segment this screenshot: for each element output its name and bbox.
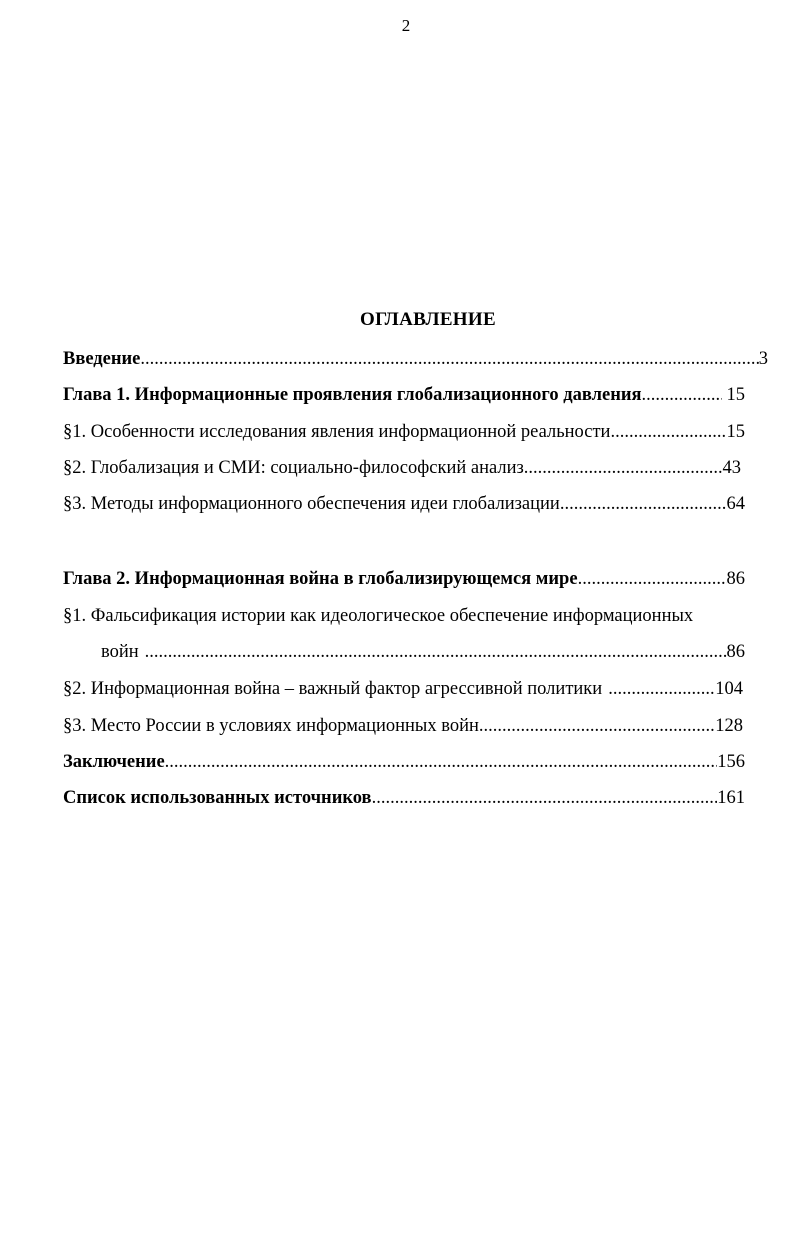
toc-entry-title: Глава 1. Информационные проявления глобализационного давления [63, 385, 642, 405]
page-number: 2 [401, 16, 411, 35]
toc-entry-page: 104 [715, 679, 743, 699]
toc-entry-title: §1. Фальсификация истории как идеологическое обеспечение информационных [63, 606, 694, 626]
toc-entry-introduction[interactable] [63, 347, 768, 373]
toc-entry-chapter-2-section-2[interactable] [63, 677, 743, 703]
toc-entry-title: §2. Информационная война – важный фактор агрессивной политики [63, 679, 603, 699]
toc-entry-page: 156 [717, 752, 745, 772]
toc-entry-page: 86 [726, 642, 745, 662]
toc-entry-page: 15 [726, 422, 745, 442]
toc-leader [165, 750, 718, 774]
toc-leader [140, 347, 758, 371]
toc-entry-title: Введение [63, 349, 141, 369]
toc-leader [479, 714, 715, 738]
toc-entry-title: §3. Место России в условиях информационных войн [63, 716, 479, 736]
toc-entry-sources[interactable] [63, 786, 745, 812]
toc-heading: ОГЛАВЛЕНИЕ [360, 309, 496, 330]
toc-entry-chapter-1-section-1[interactable] [63, 420, 745, 446]
toc-entry-chapter-2-section-1-continuation[interactable] [101, 640, 745, 666]
toc-entry-chapter-1[interactable] [63, 383, 745, 409]
toc-leader [578, 567, 727, 591]
toc-entry-conclusion[interactable] [63, 750, 745, 776]
toc-entry-page: 3 [758, 349, 768, 369]
toc-entry-title: §2. Глобализация и СМИ: социально-философский анализ [63, 458, 524, 478]
toc-entry-page: 86 [726, 569, 745, 589]
toc-leader [602, 677, 715, 701]
toc-entry-chapter-1-section-2[interactable] [63, 456, 741, 482]
toc-entry-chapter-2-section-3[interactable] [63, 714, 743, 740]
toc-leader [524, 456, 723, 480]
toc-entry-page: 128 [715, 716, 743, 736]
toc-entry-page: 15 [726, 385, 745, 405]
toc-entry-title: Заключение [63, 752, 165, 772]
toc-leader [560, 492, 727, 516]
toc-entry-chapter-1-section-3[interactable] [63, 492, 745, 518]
toc-entry-page: 43 [722, 458, 741, 478]
toc-entry-title: войн [101, 642, 139, 662]
toc-entry-title: §3. Методы информационного обеспечения идеи глобализации [63, 494, 560, 514]
toc-entry-title: Список использованных источников [63, 788, 372, 808]
toc-entry-chapter-2[interactable] [63, 567, 745, 593]
toc-leader [372, 786, 718, 810]
toc-leader [139, 640, 727, 664]
toc-entry-page: 161 [717, 788, 745, 808]
toc-leader [642, 383, 722, 407]
toc-entry-title: Глава 2. Информационная война в глобализирующемся мире [63, 569, 578, 589]
toc-leader [610, 420, 726, 444]
toc-entry-chapter-2-section-1[interactable] [63, 604, 763, 630]
toc-entry-page: 64 [726, 494, 745, 514]
toc-entry-title: §1. Особенности исследования явления информационной реальности [63, 422, 611, 442]
